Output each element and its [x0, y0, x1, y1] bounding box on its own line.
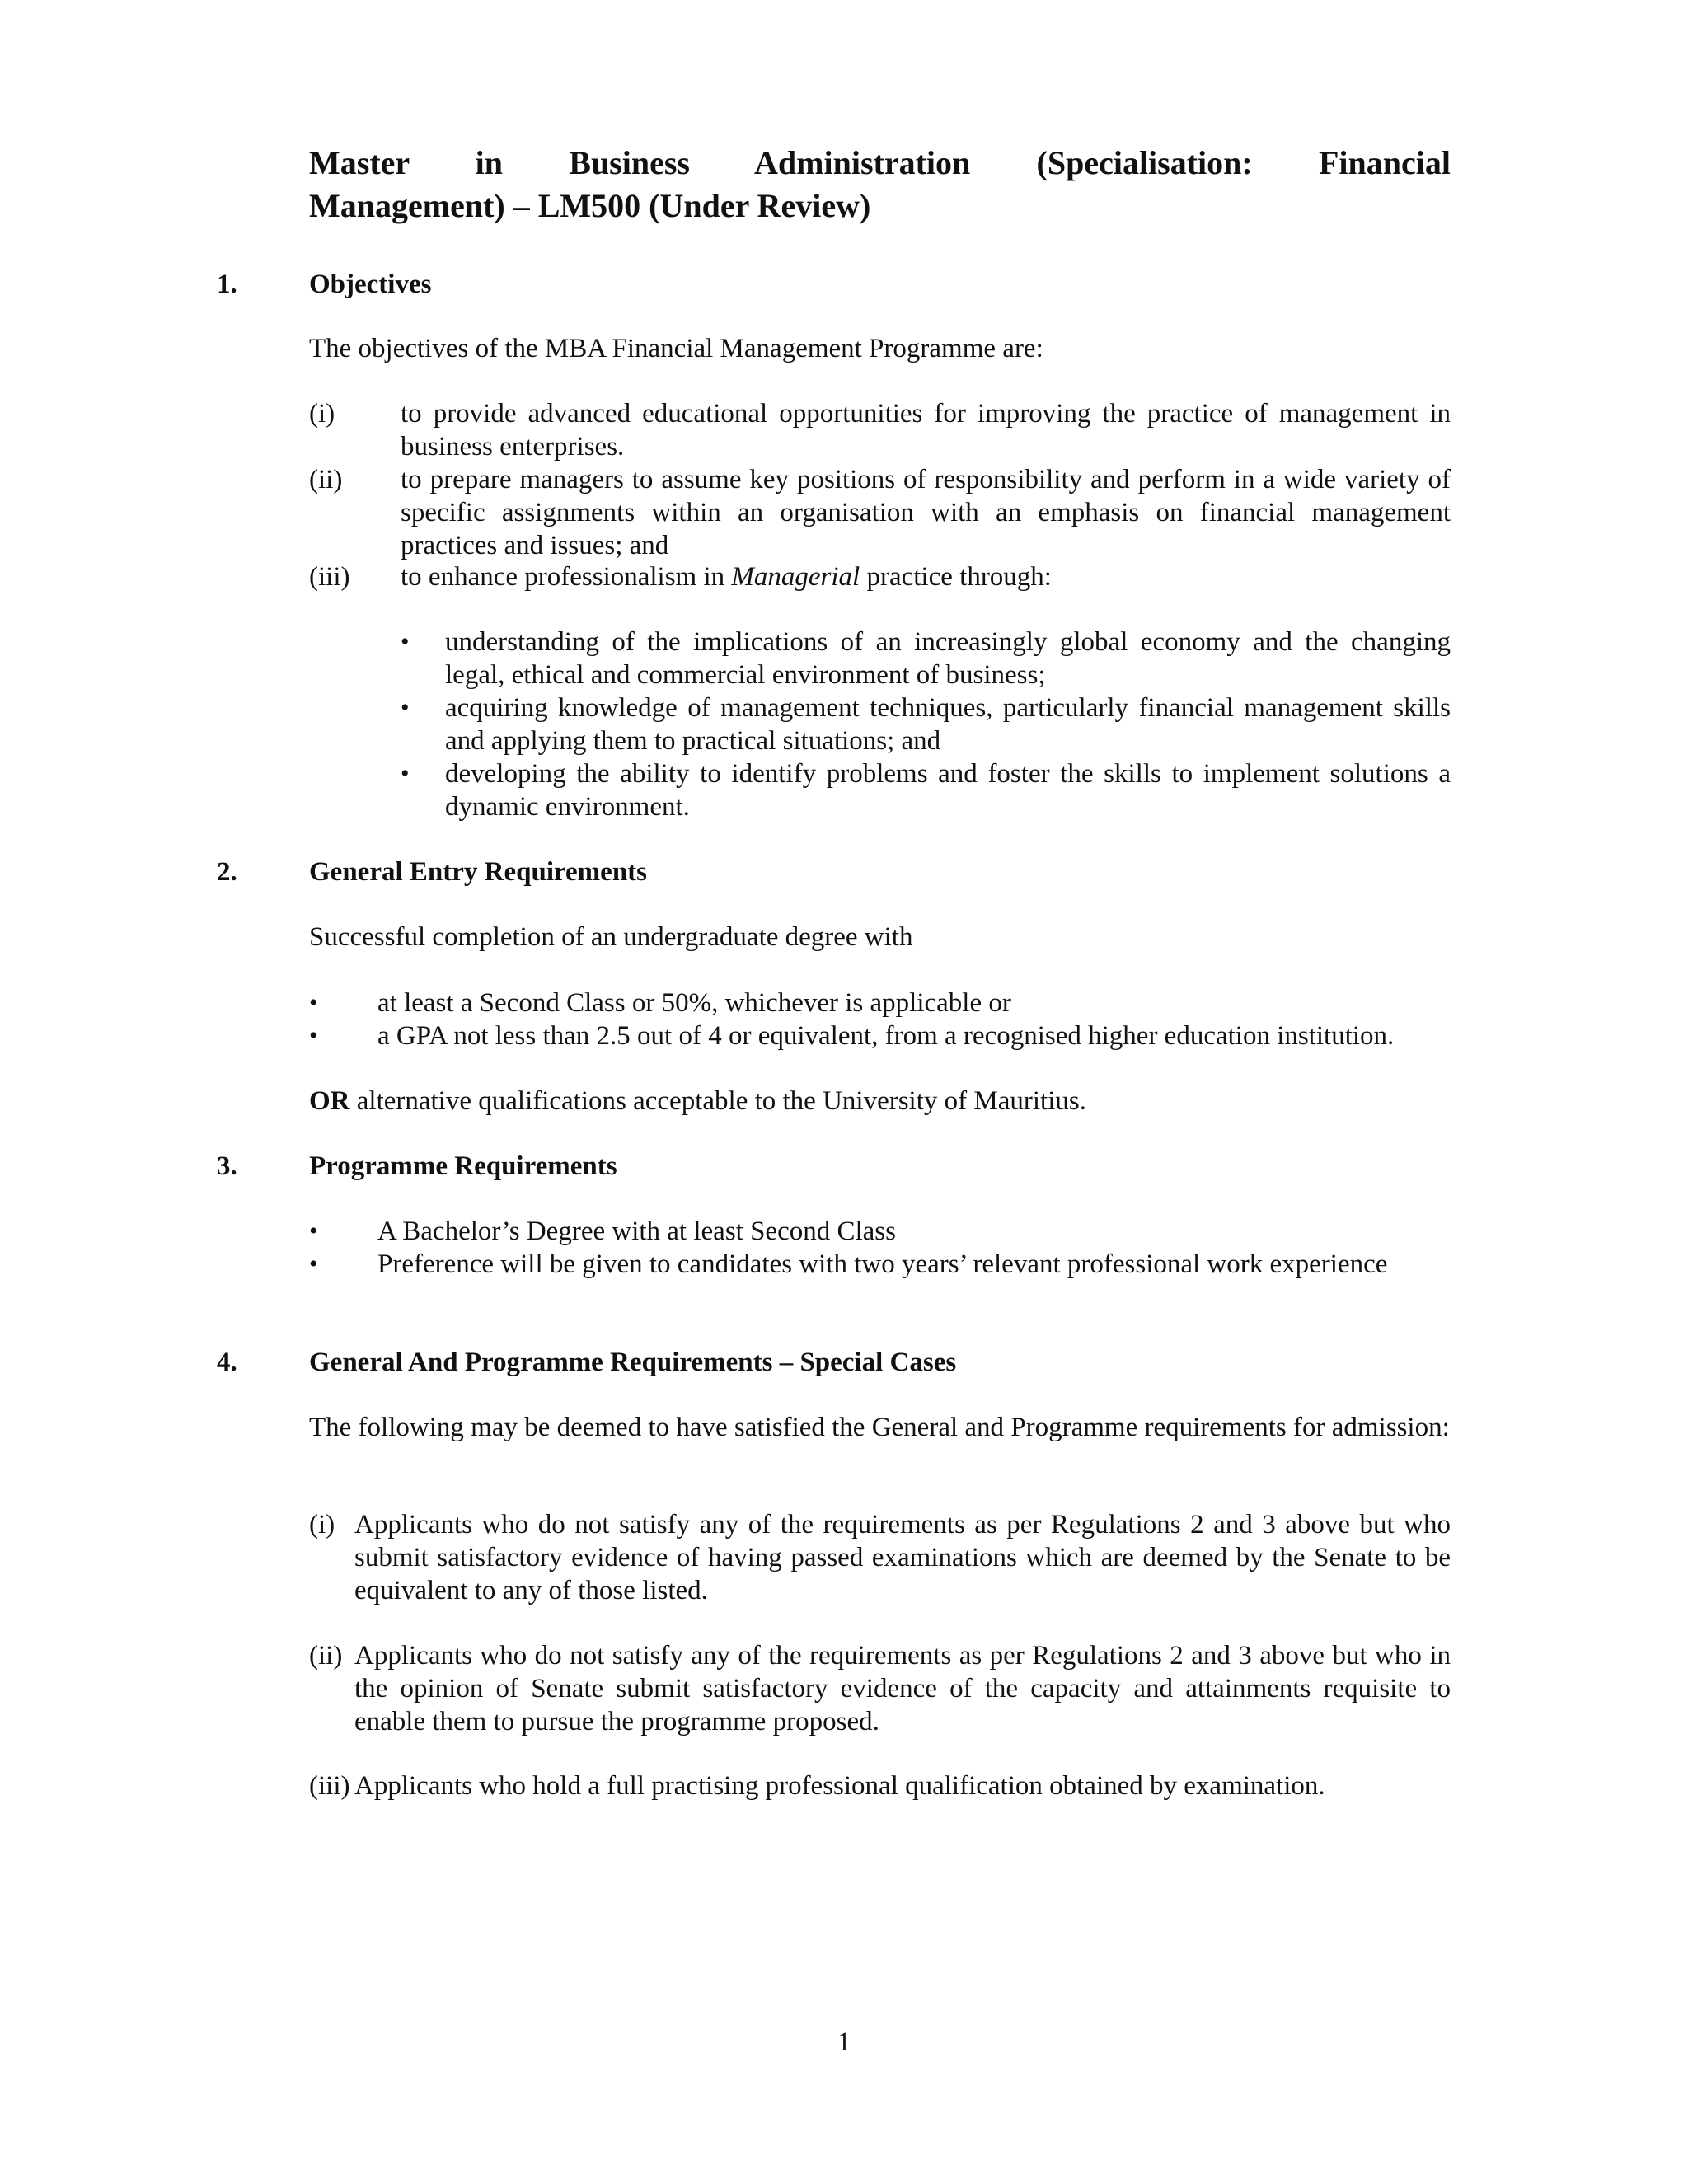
item-label: (i) — [309, 1510, 335, 1540]
item-label: (ii) — [309, 1641, 343, 1671]
section-2-heading: General Entry Requirements — [309, 857, 648, 887]
bullet-text: at least a Second Class or 50%, whichever is applicable or — [377, 988, 1011, 1018]
or-text: alternative qualifications acceptable to the University of Mauritius. — [349, 1086, 1086, 1116]
section-1-bullet-3 — [401, 757, 1451, 823]
section-1-bullet-2 — [401, 691, 1451, 757]
section-3-bullet-1 — [309, 1215, 1451, 1248]
title-line-2: Management) – LM500 (Under Review) — [309, 187, 871, 224]
item-text: to prepare managers to assume key positions of responsibility and perform in a wide variety of specific assignments within an organisation with an emphasis on financial management practices and issues; and — [401, 465, 1451, 560]
section-4-item-iii — [309, 1769, 1451, 1802]
section-2-number: 2. — [217, 857, 237, 887]
item-text: to provide advanced educational opportunities for improving the practice of management in business enterprises. — [401, 399, 1451, 462]
bullet-text: Preference will be given to candidates with two years’ relevant professional work experience — [377, 1249, 1388, 1279]
section-1-item-ii — [309, 463, 1451, 562]
item-label: (iii) — [309, 562, 350, 592]
section-4-intro: The following may be deemed to have satisfied the General and Programme requirements for admission: — [309, 1413, 1450, 1442]
bullet-icon: • — [309, 1250, 318, 1277]
section-3-heading: Programme Requirements — [309, 1151, 617, 1181]
bullet-text: a GPA not less than 2.5 out of 4 or equivalent, from a recognised higher education institution. — [377, 1021, 1395, 1051]
item-text: Applicants who do not satisfy any of the requirements as per Regulations 2 and 3 above but who submit satisfactory evidence of having passed examinations which are deemed by the Senate to be equivalent to any of those listed. — [354, 1510, 1451, 1605]
section-1-item-i — [309, 397, 1451, 463]
item-text: Applicants who do not satisfy any of the requirements as per Regulations 2 and 3 above but who in the opinion of Senate submit satisfactory evidence of the capacity and attainments requisite to enable them to pursue the programme proposed. — [354, 1641, 1451, 1736]
section-4-item-ii — [309, 1639, 1451, 1738]
bullet-text: acquiring knowledge of management techniques, particularly financial management skills and applying them to practical situations; and — [445, 693, 1451, 756]
section-2-bullet-1 — [309, 987, 1451, 1019]
section-1-bullet-1 — [401, 626, 1451, 691]
item-label: (i) — [309, 399, 335, 429]
section-4-number: 4. — [217, 1347, 237, 1377]
item-label: (ii) — [309, 465, 343, 494]
item-text-after: practice through: — [860, 562, 1052, 592]
item-text: Applicants who hold a full practising professional qualification obtained by examination. — [354, 1771, 1325, 1801]
or-keyword: OR — [309, 1086, 350, 1116]
bullet-text: understanding of the implications of an increasingly global economy and the changing legal, ethical and commercial environment of business; — [445, 627, 1451, 690]
page-number: 1 — [837, 2027, 851, 2057]
document-title — [309, 142, 1451, 227]
section-1-number: 1. — [217, 269, 237, 299]
section-2-bullet-2 — [309, 1019, 1451, 1052]
section-4-item-i — [309, 1508, 1451, 1607]
section-2-intro: Successful completion of an undergraduate degree with — [309, 922, 913, 952]
bullet-icon: • — [309, 989, 318, 1016]
section-2-alternative — [309, 1085, 1451, 1118]
title-line-1: Master in Business Administration (Specialisation: Financial — [309, 144, 1451, 181]
bullet-text: A Bachelor’s Degree with at least Second Class — [377, 1216, 896, 1246]
bullet-icon: • — [401, 628, 410, 655]
bullet-icon: • — [309, 1217, 318, 1244]
section-1-heading: Objectives — [309, 269, 432, 299]
section-1-intro: The objectives of the MBA Financial Management Programme are: — [309, 334, 1043, 363]
bullet-icon: • — [309, 1022, 318, 1049]
section-3-number: 3. — [217, 1151, 237, 1181]
bullet-text: developing the ability to identify problems and foster the skills to implement solutions a dynamic environment. — [445, 759, 1451, 822]
section-4-heading: General And Programme Requirements – Special Cases — [309, 1347, 957, 1377]
item-label: (iii) — [309, 1771, 350, 1801]
item-text-before: to enhance professionalism in — [401, 562, 732, 592]
item-text-italic: Managerial — [731, 562, 860, 592]
bullet-icon: • — [401, 694, 410, 721]
section-1-item-iii — [309, 560, 1451, 593]
item-text — [401, 560, 1451, 593]
bullet-icon: • — [401, 760, 410, 787]
section-3-bullet-2 — [309, 1248, 1451, 1281]
